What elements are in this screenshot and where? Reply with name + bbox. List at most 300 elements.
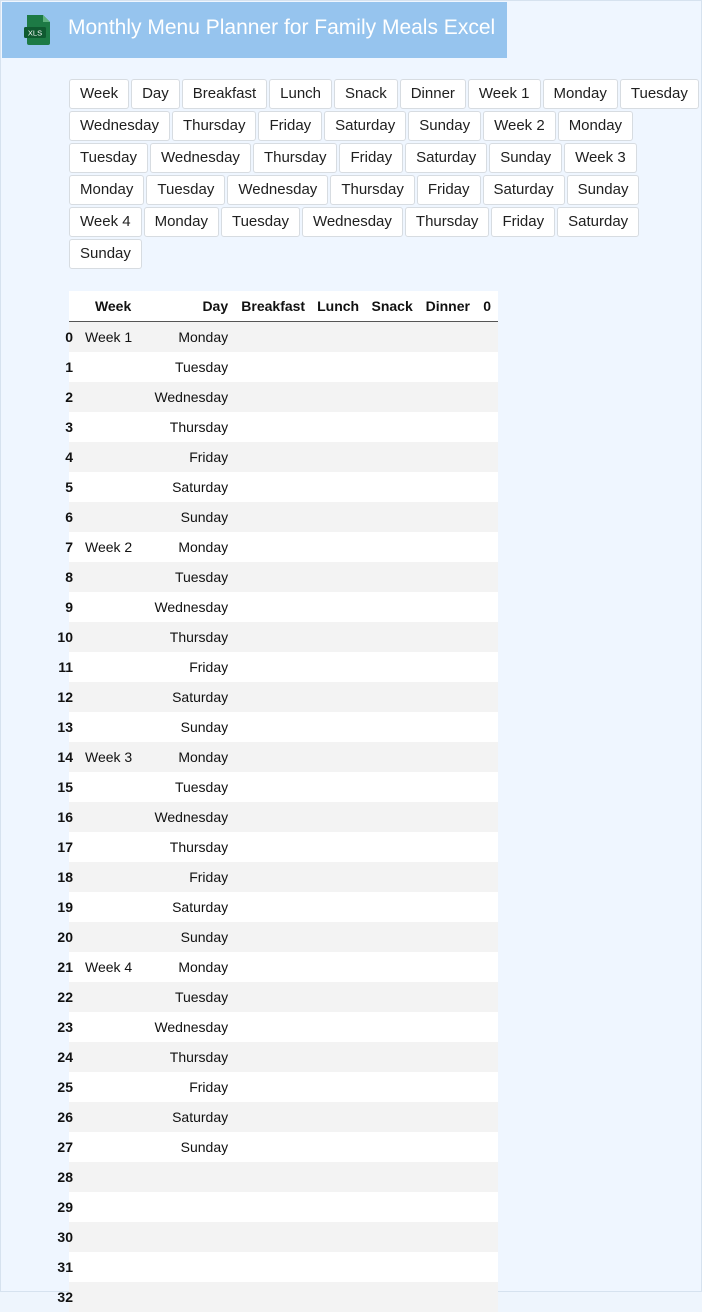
lunch-cell [311, 1252, 365, 1282]
lunch-cell [311, 1162, 365, 1192]
table-row [69, 1042, 498, 1072]
table-row [69, 1072, 498, 1102]
zero-cell [476, 922, 498, 952]
tag-chip[interactable]: Week 2 [483, 111, 556, 141]
dinner-cell [419, 592, 476, 622]
lunch-cell [311, 352, 365, 382]
row-index-label: 6 [69, 509, 73, 525]
lunch-cell [311, 562, 365, 592]
tag-chip[interactable]: Friday [417, 175, 481, 205]
breakfast-cell [234, 952, 311, 982]
week-cell [73, 832, 147, 862]
table-row [69, 712, 498, 742]
tag-chip[interactable]: Sunday [69, 239, 142, 269]
breakfast-cell [234, 862, 311, 892]
day-cell: Monday [147, 952, 234, 982]
day-cell: Friday [147, 1072, 234, 1102]
day-cell: Wednesday [147, 592, 234, 622]
day-cell: Sunday [147, 922, 234, 952]
snack-cell [365, 862, 419, 892]
dinner-cell [419, 1282, 476, 1312]
zero-cell [476, 532, 498, 562]
lunch-cell [311, 1192, 365, 1222]
tag-chip[interactable]: Sunday [567, 175, 640, 205]
snack-cell [365, 442, 419, 472]
breakfast-cell [234, 1042, 311, 1072]
zero-cell [476, 592, 498, 622]
dinner-cell [419, 322, 476, 353]
day-cell: Friday [147, 442, 234, 472]
dinner-cell [419, 892, 476, 922]
week-cell [73, 562, 147, 592]
snack-cell [365, 502, 419, 532]
snack-cell [365, 682, 419, 712]
column-header-week: Week [73, 291, 147, 322]
row-index-label: 1 [69, 359, 73, 375]
week-cell [73, 1132, 147, 1162]
breakfast-cell [234, 892, 311, 922]
dinner-cell [419, 622, 476, 652]
snack-cell [365, 892, 419, 922]
lunch-cell [311, 472, 365, 502]
dinner-cell [419, 1222, 476, 1252]
row-index-label: 21 [69, 959, 73, 975]
day-cell [147, 1252, 234, 1282]
table-row [69, 1012, 498, 1042]
lunch-cell [311, 892, 365, 922]
snack-cell [365, 412, 419, 442]
week-cell [73, 622, 147, 652]
tag-chip[interactable]: Wednesday [150, 143, 251, 173]
table-row [69, 1132, 498, 1162]
breakfast-cell [234, 1252, 311, 1282]
table-row [69, 532, 498, 562]
snack-cell [365, 742, 419, 772]
menu-table [69, 291, 498, 1312]
day-cell: Thursday [147, 1042, 234, 1072]
breakfast-cell [234, 1162, 311, 1192]
zero-cell [476, 562, 498, 592]
row-index-label: 20 [69, 929, 73, 945]
lunch-cell [311, 832, 365, 862]
breakfast-cell [234, 532, 311, 562]
tag-chip[interactable]: Friday [339, 143, 403, 173]
column-header-lunch: Lunch [311, 291, 365, 322]
row-index-label: 27 [69, 1139, 73, 1155]
week-cell [73, 892, 147, 922]
tag-chip[interactable]: Friday [258, 111, 322, 141]
day-cell: Sunday [147, 1132, 234, 1162]
row-index-label: 18 [69, 869, 73, 885]
zero-cell [476, 1072, 498, 1102]
tag-chip[interactable]: Week 3 [564, 143, 637, 173]
week-cell [73, 862, 147, 892]
dinner-cell [419, 352, 476, 382]
week-cell [73, 1012, 147, 1042]
zero-cell [476, 1222, 498, 1252]
zero-cell [476, 682, 498, 712]
lunch-cell [311, 952, 365, 982]
lunch-cell [311, 802, 365, 832]
breakfast-cell [234, 1222, 311, 1252]
week-cell [73, 412, 147, 442]
snack-cell [365, 1192, 419, 1222]
snack-cell [365, 472, 419, 502]
breakfast-cell [234, 502, 311, 532]
row-index-label: 3 [69, 419, 73, 435]
lunch-cell [311, 592, 365, 622]
tag-chip[interactable]: Breakfast [182, 79, 267, 109]
dinner-cell [419, 1162, 476, 1192]
week-cell [73, 502, 147, 532]
dinner-cell [419, 502, 476, 532]
breakfast-cell [234, 1102, 311, 1132]
row-index-label: 17 [69, 839, 73, 855]
row-index-label: 4 [69, 449, 73, 465]
dinner-cell [419, 562, 476, 592]
row-index-label: 15 [69, 779, 73, 795]
day-cell: Friday [147, 652, 234, 682]
week-cell [73, 922, 147, 952]
column-header-breakfast: Breakfast [234, 291, 311, 322]
tag-chip[interactable]: Tuesday [146, 175, 225, 205]
table-body [69, 322, 498, 1312]
table-row [69, 322, 498, 353]
table-row [69, 802, 498, 832]
lunch-cell [311, 622, 365, 652]
lunch-cell [311, 442, 365, 472]
zero-cell [476, 1282, 498, 1312]
table-row [69, 562, 498, 592]
breakfast-cell [234, 592, 311, 622]
tag-chip[interactable]: Dinner [400, 79, 466, 109]
tag-chip[interactable]: Wednesday [227, 175, 328, 205]
tag-chip[interactable]: Wednesday [69, 111, 170, 141]
tag-chip[interactable]: Friday [491, 207, 555, 237]
tag-chip[interactable]: Saturday [557, 207, 639, 237]
week-cell [73, 1042, 147, 1072]
week-cell [73, 652, 147, 682]
dinner-cell [419, 1132, 476, 1162]
week-cell [73, 982, 147, 1012]
breakfast-cell [234, 472, 311, 502]
week-cell [73, 682, 147, 712]
lunch-cell [311, 742, 365, 772]
zero-cell [476, 982, 498, 1012]
zero-cell [476, 1162, 498, 1192]
zero-cell [476, 322, 498, 353]
breakfast-cell [234, 922, 311, 952]
week-cell [73, 352, 147, 382]
breakfast-cell [234, 742, 311, 772]
snack-cell [365, 562, 419, 592]
breakfast-cell [234, 982, 311, 1012]
dinner-cell [419, 832, 476, 862]
table-row [69, 832, 498, 862]
row-index-label: 30 [69, 1229, 73, 1245]
snack-cell [365, 1042, 419, 1072]
zero-cell [476, 862, 498, 892]
breakfast-cell [234, 772, 311, 802]
week-cell: Week 1 [73, 322, 147, 353]
lunch-cell [311, 772, 365, 802]
breakfast-cell [234, 562, 311, 592]
row-index-label: 29 [69, 1199, 73, 1215]
breakfast-cell [234, 412, 311, 442]
week-cell [73, 1222, 147, 1252]
dinner-cell [419, 802, 476, 832]
breakfast-cell [234, 682, 311, 712]
day-cell: Thursday [147, 622, 234, 652]
table-row [69, 982, 498, 1012]
snack-cell [365, 322, 419, 353]
row-index-label: 22 [69, 989, 73, 1005]
lunch-cell [311, 532, 365, 562]
page-title: Monthly Menu Planner for Family Meals Excel [68, 16, 495, 40]
week-cell [73, 1192, 147, 1222]
snack-cell [365, 712, 419, 742]
table-row [69, 682, 498, 712]
row-index-label: 9 [69, 599, 73, 615]
zero-cell [476, 1102, 498, 1132]
day-cell: Sunday [147, 502, 234, 532]
tag-chip[interactable]: Saturday [483, 175, 565, 205]
row-index-label: 32 [69, 1289, 73, 1305]
lunch-cell [311, 1282, 365, 1312]
breakfast-cell [234, 352, 311, 382]
dinner-cell [419, 952, 476, 982]
zero-cell [476, 772, 498, 802]
tag-chip[interactable]: Saturday [405, 143, 487, 173]
row-index-label: 0 [69, 329, 73, 345]
zero-cell [476, 1042, 498, 1072]
snack-cell [365, 382, 419, 412]
snack-cell [365, 952, 419, 982]
tag-chip[interactable]: Sunday [489, 143, 562, 173]
day-cell: Tuesday [147, 562, 234, 592]
table-row [69, 382, 498, 412]
snack-cell [365, 1132, 419, 1162]
day-cell: Saturday [147, 892, 234, 922]
breakfast-cell [234, 712, 311, 742]
week-cell [73, 802, 147, 832]
day-cell: Tuesday [147, 772, 234, 802]
day-cell: Saturday [147, 472, 234, 502]
row-index-label: 5 [69, 479, 73, 495]
tag-chip[interactable]: Lunch [269, 79, 332, 109]
snack-cell [365, 1102, 419, 1132]
breakfast-cell [234, 802, 311, 832]
week-cell: Week 2 [73, 532, 147, 562]
table-row [69, 1252, 498, 1282]
zero-cell [476, 352, 498, 382]
tag-chip[interactable]: Monday [69, 175, 144, 205]
tag-chip[interactable]: Thursday [330, 175, 415, 205]
dinner-cell [419, 982, 476, 1012]
tag-chip[interactable]: Thursday [405, 207, 490, 237]
snack-cell [365, 1252, 419, 1282]
tag-chip[interactable]: Wednesday [302, 207, 403, 237]
tag-chip[interactable]: Monday [543, 79, 618, 109]
row-index-label: 12 [69, 689, 73, 705]
zero-cell [476, 1012, 498, 1042]
zero-cell [476, 502, 498, 532]
snack-cell [365, 352, 419, 382]
dinner-cell [419, 772, 476, 802]
week-cell [73, 442, 147, 472]
day-cell: Tuesday [147, 982, 234, 1012]
table-row [69, 412, 498, 442]
table-row [69, 352, 498, 382]
lunch-cell [311, 1222, 365, 1252]
week-cell [73, 712, 147, 742]
tag-chip[interactable]: Sunday [408, 111, 481, 141]
tag-chip[interactable]: Day [131, 79, 180, 109]
breakfast-cell [234, 382, 311, 412]
week-cell [73, 1252, 147, 1282]
lunch-cell [311, 1012, 365, 1042]
dinner-cell [419, 922, 476, 952]
snack-cell [365, 1072, 419, 1102]
column-header-day: Day [147, 291, 234, 322]
week-cell [73, 472, 147, 502]
zero-cell [476, 952, 498, 982]
title-bar [2, 2, 507, 58]
tag-chip[interactable]: Tuesday [69, 143, 148, 173]
tag-chip[interactable]: Saturday [324, 111, 406, 141]
row-index-label: 23 [69, 1019, 73, 1035]
day-cell: Thursday [147, 832, 234, 862]
column-header-zero: 0 [476, 291, 498, 322]
lunch-cell [311, 682, 365, 712]
row-index-label: 14 [69, 749, 73, 765]
table-row [69, 892, 498, 922]
row-index-label: 10 [69, 629, 73, 645]
dinner-cell [419, 1042, 476, 1072]
tag-chip[interactable]: Week 1 [468, 79, 541, 109]
lunch-cell [311, 1102, 365, 1132]
lunch-cell [311, 1072, 365, 1102]
zero-cell [476, 442, 498, 472]
row-index-label: 8 [69, 569, 73, 585]
tag-chip[interactable]: Tuesday [620, 79, 699, 109]
lunch-cell [311, 412, 365, 442]
breakfast-cell [234, 322, 311, 353]
lunch-cell [311, 1042, 365, 1072]
dinner-cell [419, 742, 476, 772]
snack-cell [365, 1162, 419, 1192]
breakfast-cell [234, 1192, 311, 1222]
day-cell: Tuesday [147, 352, 234, 382]
zero-cell [476, 652, 498, 682]
table-row [69, 592, 498, 622]
table-row [69, 652, 498, 682]
tag-chip[interactable]: Snack [334, 79, 398, 109]
snack-cell [365, 1282, 419, 1312]
dinner-cell [419, 1252, 476, 1282]
tag-chip[interactable]: Monday [558, 111, 633, 141]
row-index-label: 26 [69, 1109, 73, 1125]
tag-chip[interactable]: Week 4 [69, 207, 142, 237]
table-row [69, 442, 498, 472]
zero-cell [476, 892, 498, 922]
table-row [69, 1162, 498, 1192]
dinner-cell [419, 1072, 476, 1102]
zero-cell [476, 412, 498, 442]
zero-cell [476, 802, 498, 832]
table-row [69, 772, 498, 802]
day-cell: Monday [147, 322, 234, 353]
week-cell [73, 1282, 147, 1312]
day-cell [147, 1282, 234, 1312]
dinner-cell [419, 1102, 476, 1132]
menu-table-container [69, 291, 498, 1312]
row-index-label: 16 [69, 809, 73, 825]
column-header-dinner: Dinner [419, 291, 476, 322]
table-row [69, 1282, 498, 1312]
snack-cell [365, 592, 419, 622]
xls-file-icon [23, 14, 53, 46]
dinner-cell [419, 382, 476, 412]
breakfast-cell [234, 832, 311, 862]
zero-cell [476, 832, 498, 862]
week-cell [73, 1162, 147, 1192]
tag-chip-list [69, 79, 699, 269]
table-row [69, 622, 498, 652]
snack-cell [365, 982, 419, 1012]
lunch-cell [311, 862, 365, 892]
snack-cell [365, 652, 419, 682]
dinner-cell [419, 682, 476, 712]
lunch-cell [311, 322, 365, 353]
day-cell: Wednesday [147, 1012, 234, 1042]
week-cell [73, 1072, 147, 1102]
snack-cell [365, 532, 419, 562]
lunch-cell [311, 982, 365, 1012]
lunch-cell [311, 652, 365, 682]
tag-chip[interactable]: Week [69, 79, 129, 109]
tag-chip[interactable]: Monday [144, 207, 219, 237]
table-row [69, 862, 498, 892]
dinner-cell [419, 862, 476, 892]
tag-chip[interactable]: Tuesday [221, 207, 300, 237]
row-index-label: 31 [69, 1259, 73, 1275]
row-index-label: 28 [69, 1169, 73, 1185]
dinner-cell [419, 472, 476, 502]
week-cell: Week 3 [73, 742, 147, 772]
table-row [69, 1222, 498, 1252]
lunch-cell [311, 712, 365, 742]
breakfast-cell [234, 1132, 311, 1162]
dinner-cell [419, 712, 476, 742]
tag-chip[interactable]: Thursday [172, 111, 257, 141]
day-cell: Thursday [147, 412, 234, 442]
table-row [69, 502, 498, 532]
table-row [69, 922, 498, 952]
zero-cell [476, 1192, 498, 1222]
dinner-cell [419, 652, 476, 682]
row-index-label: 7 [69, 539, 73, 555]
zero-cell [476, 1132, 498, 1162]
table-row [69, 1192, 498, 1222]
zero-cell [476, 622, 498, 652]
dinner-cell [419, 412, 476, 442]
lunch-cell [311, 922, 365, 952]
row-index-label: 25 [69, 1079, 73, 1095]
day-cell [147, 1162, 234, 1192]
snack-cell [365, 832, 419, 862]
tag-chip[interactable]: Thursday [253, 143, 338, 173]
